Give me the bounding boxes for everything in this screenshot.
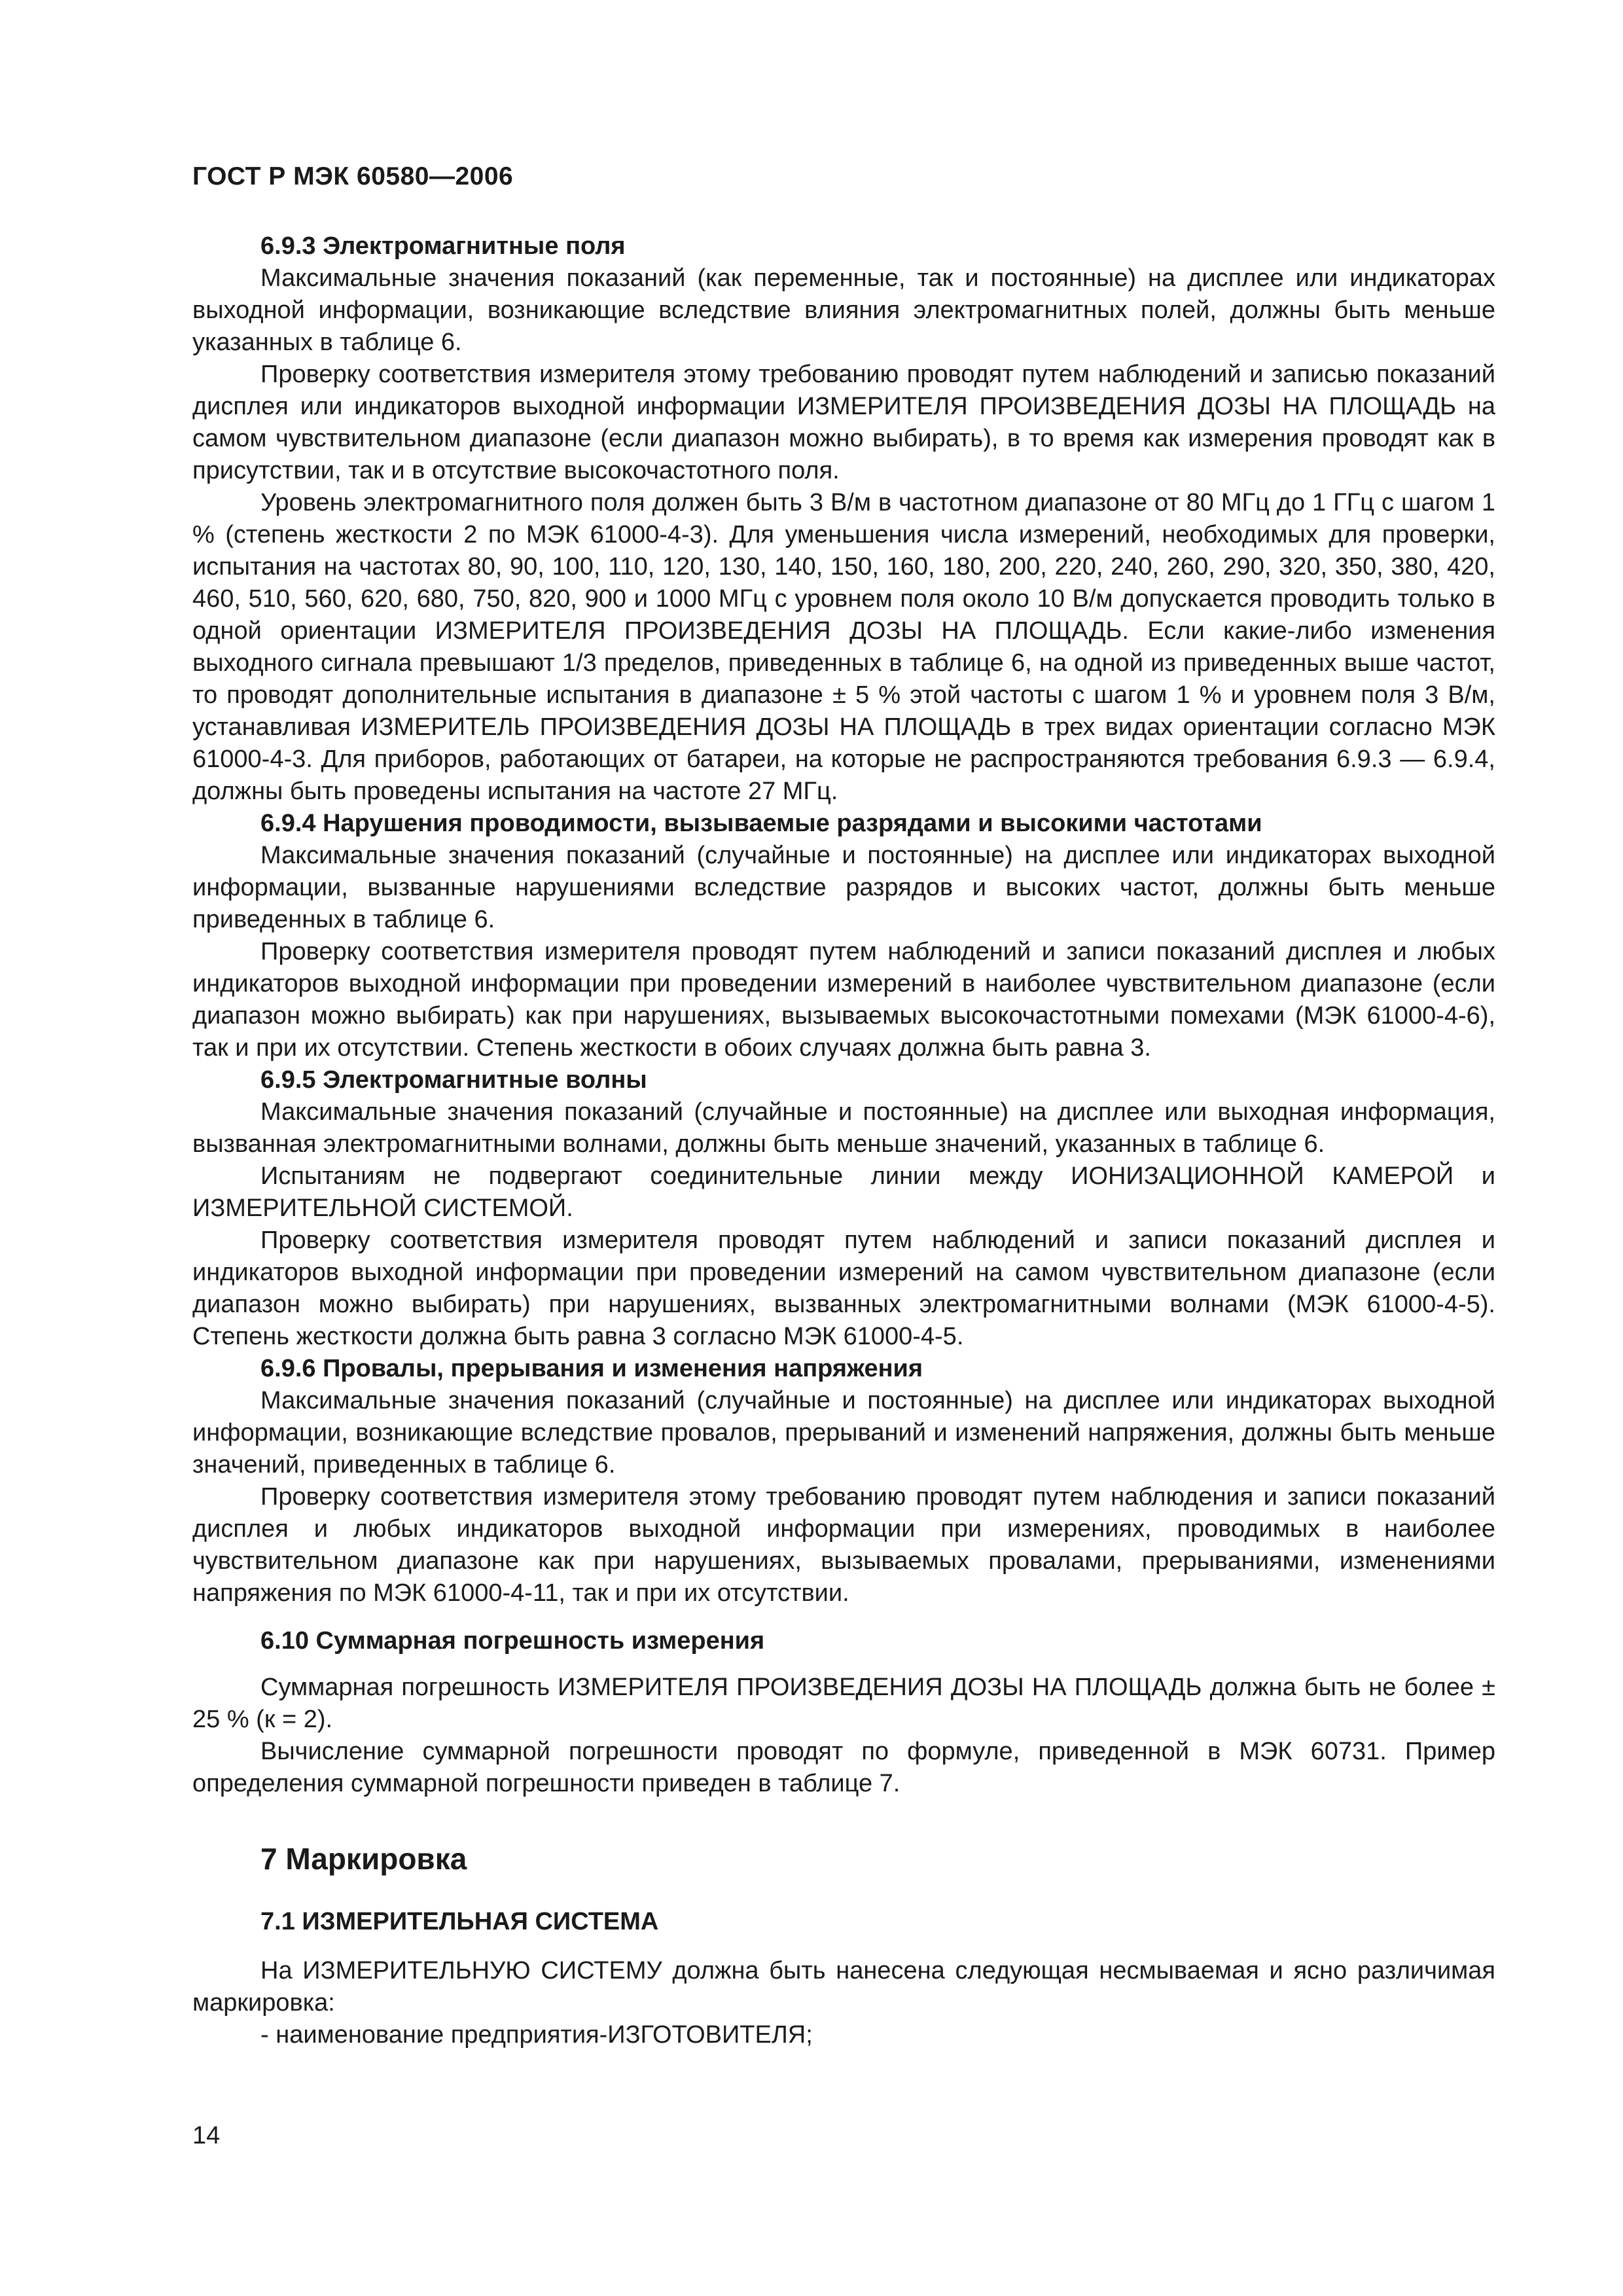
paragraph: Максимальные значения показаний (случайные и постоянные) на дисплее или выходная информация, вызванная электромагнитными волнами, должны быть меньше значений, указанных в таблице 6. xyxy=(192,1098,1495,1158)
paragraph: Вычисление суммарной погрешности проводят по формуле, приведенной в МЭК 60731. Пример определения суммарной погрешности приведен в таблице 7. xyxy=(192,1738,1495,1797)
section-heading-6-10: 6.10 Суммарная погрешность измерения xyxy=(260,1627,765,1655)
section-heading-6-9-3: 6.9.3 Электромагнитные поля xyxy=(260,232,626,260)
paragraph: Проверку соответствия измерителя этому требованию проводят путем наблюдения и записи показаний дисплея и любых индикаторов выходной информации при измерениях, проводимых в наиболее чувствительном диапазоне как при нарушениях, вызываемых провалами, прерываниями, изменениями напряжения по МЭК 61000-4-11, так и при их отсутствии. xyxy=(192,1483,1495,1607)
section-heading-6-9-5: 6.9.5 Электромагнитные волны xyxy=(260,1066,647,1094)
paragraph: Максимальные значения показаний (как переменные, так и постоянные) на дисплее или индикаторах выходной информации, возникающие вследствие влияния электромагнитных полей, должны быть меньше указанных в таблице 6. xyxy=(192,264,1495,356)
page-number: 14 xyxy=(192,2122,221,2149)
paragraph: Проверку соответствия измерителя проводят путем наблюдений и записи показаний дисплея и любых индикаторов выходной информации при проведении измерений в наиболее чувствительном диапазоне (если диапазон можно выбирать) как при нарушениях, вызываемых высокочастотными помехами (МЭК 61000-4-6), так и при их отсутствии. Степень жесткости в обоих случаях должна быть равна 3. xyxy=(192,938,1495,1062)
paragraph: Уровень электромагнитного поля должен быть 3 В/м в частотном диапазоне от 80 МГц до 1 ГГц с шагом 1 % (степень жесткости 2 по МЭК 61000-4-3). Для уменьшения числа измерений, необходимых для проверки, испытания на частотах 80, 90, 100, 110, 120, 130, 140, 150, 160, 180, 200, 220, 240, 260, 290, 320, 350, 380, 420, 460, 510, 560, 620, 680, 750, 820, 900 и 1000 МГц с уровнем поля около 10 В/м допускается проводить только в одной ориентации ИЗМЕРИТЕЛЯ ПРОИЗВЕДЕНИЯ ДОЗЫ НА ПЛОЩАДЬ. Если какие-либо изменения выходного сигнала превышают 1/3 пределов, приведенных в таблице 6, на одной из приведенных выше частот, то проводят дополнительные испытания в диапазоне ± 5 % этой частоты с шагом 1 % и уровнем поля 3 В/м, устанавливая ИЗМЕРИТЕЛЬ ПРОИЗВЕДЕНИЯ ДОЗЫ НА ПЛОЩАДЬ в трех видах ориентации согласно МЭК 61000-4-3. Для приборов, работающих от батареи, на которые не распространяются требования 6.9.3 — 6.9.4, должны быть проведены испытания на частоте 27 МГц. xyxy=(192,489,1495,805)
paragraph: Суммарная погрешность ИЗМЕРИТЕЛЯ ПРОИЗВЕДЕНИЯ ДОЗЫ НА ПЛОЩАДЬ должна быть не более ± 25 % (к = 2). xyxy=(192,1674,1495,1733)
paragraph: Максимальные значения показаний (случайные и постоянные) на дисплее или индикаторах выходной информации, возникающие вследствие провалов, прерываний и изменений напряжения, должны быть меньше значений, приведенных в таблице 6. xyxy=(192,1387,1495,1479)
paragraph: Максимальные значения показаний (случайные и постоянные) на дисплее или индикаторах выходной информации, вызванные нарушениями вследствие разрядов и высоких частот, должны быть меньше приведенных в таблице 6. xyxy=(192,842,1495,933)
section-heading-7-1: 7.1 ИЗМЕРИТЕЛЬНАЯ СИСТЕМА xyxy=(260,1908,659,1935)
paragraph: Проверку соответствия измерителя этому требованию проводят путем наблюдений и записью показаний дисплея или индикаторов выходной информации ИЗМЕРИТЕЛЯ ПРОИЗВЕДЕНИЯ ДОЗЫ НА ПЛОЩАДЬ на самом чувствительном диапазоне (если диапазон можно выбирать), в то время как измерения проводят как в присутствии, так и в отсутствие высокочастотного поля. xyxy=(192,361,1495,484)
paragraph: Проверку соответствия измерителя проводят путем наблюдений и записи показаний дисплея и индикаторов выходной информации при проведении измерений на самом чувствительном диапазоне (если диапазон можно выбирать) при нарушениях, вызванных электромагнитными волнами (МЭК 61000-4-5). Степень жесткости должна быть равна 3 согласно МЭК 61000-4-5. xyxy=(192,1227,1495,1350)
paragraph: Испытаниям не подвергают соединительные линии между ИОНИЗАЦИОННОЙ КАМЕРОЙ и ИЗМЕРИТЕЛЬНОЙ СИСТЕМОЙ. xyxy=(192,1162,1495,1222)
list-item: - наименование предприятия-ИЗГОТОВИТЕЛЯ; xyxy=(260,2021,813,2049)
section-heading-6-9-6: 6.9.6 Провалы, прерывания и изменения напряжения xyxy=(260,1355,923,1382)
section-heading-6-9-4: 6.9.4 Нарушения проводимости, вызываемые разрядами и высокими частотами xyxy=(260,810,1262,837)
document-header: ГОСТ Р МЭК 60580—2006 xyxy=(192,162,514,190)
chapter-heading-7: 7 Маркировка xyxy=(260,1842,467,1876)
paragraph: На ИЗМЕРИТЕЛЬНУЮ СИСТЕМУ должна быть нанесена следующая несмываемая и ясно различимая маркировка: xyxy=(192,1957,1495,2017)
document-body xyxy=(192,230,1495,2051)
